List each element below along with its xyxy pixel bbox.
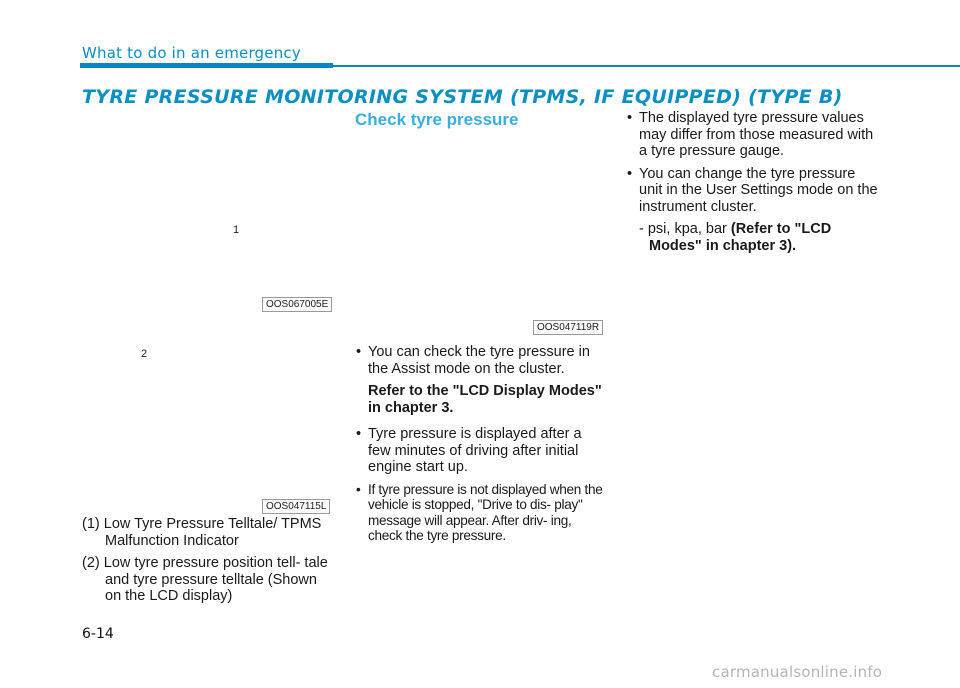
image-code-label: OOS047119R bbox=[533, 320, 603, 335]
reference-note: (Refer to "LCD Modes" in chapter 3). bbox=[649, 221, 832, 254]
page-title: TYRE PRESSURE MONITORING SYSTEM (TPMS, IF EQUIPPED) (TYPE B) bbox=[82, 86, 843, 108]
unit-list: - psi, kpa, bar bbox=[639, 221, 727, 237]
callout-number-2: 2 bbox=[141, 348, 148, 360]
callout-number-1: 1 bbox=[233, 224, 240, 236]
reference-note: Refer to the "LCD Display Modes" in chapter 3. bbox=[368, 383, 602, 416]
watermark: carmanualsonline.info bbox=[712, 663, 883, 681]
image-code-label: OOS067005E bbox=[262, 297, 332, 312]
bullet-item: • You can check the tyre pressure in the Assist mode on the cluster. bbox=[355, 344, 606, 377]
bullet-item: • Tyre pressure is displayed after a few minutes of driving after initial engine start up. bbox=[355, 426, 606, 476]
middle-text bbox=[355, 344, 606, 550]
subheading: Check tyre pressure bbox=[355, 110, 519, 129]
section-label: What to do in an emergency bbox=[82, 44, 301, 62]
page-number: 6-14 bbox=[82, 626, 114, 642]
right-text bbox=[626, 110, 882, 260]
header-rule bbox=[333, 65, 960, 67]
caption-item: (1) Low Tyre Pressure Telltale/ TPMS Malfunction Indicator bbox=[82, 516, 322, 549]
caption-item: (2) Low tyre pressure position tell- tale and tyre pressure telltale (Shown on the LCD display) bbox=[82, 555, 328, 604]
image-code-label: OOS047115L bbox=[262, 499, 330, 514]
bullet-item: • You can change the tyre pressure unit in the User Settings mode on the instrument cluster. bbox=[626, 166, 882, 216]
unit-options bbox=[639, 221, 882, 254]
bullet-item: • The displayed tyre pressure values may differ from those measured with a tyre pressure gauge. bbox=[626, 110, 882, 160]
bullet-item: • If tyre pressure is not displayed when the vehicle is stopped, "Drive to dis- play" message will appear. After driv- ing, check the tyre pressure. bbox=[355, 482, 606, 544]
header-accent-bar bbox=[80, 63, 333, 68]
figure-captions bbox=[82, 516, 332, 611]
